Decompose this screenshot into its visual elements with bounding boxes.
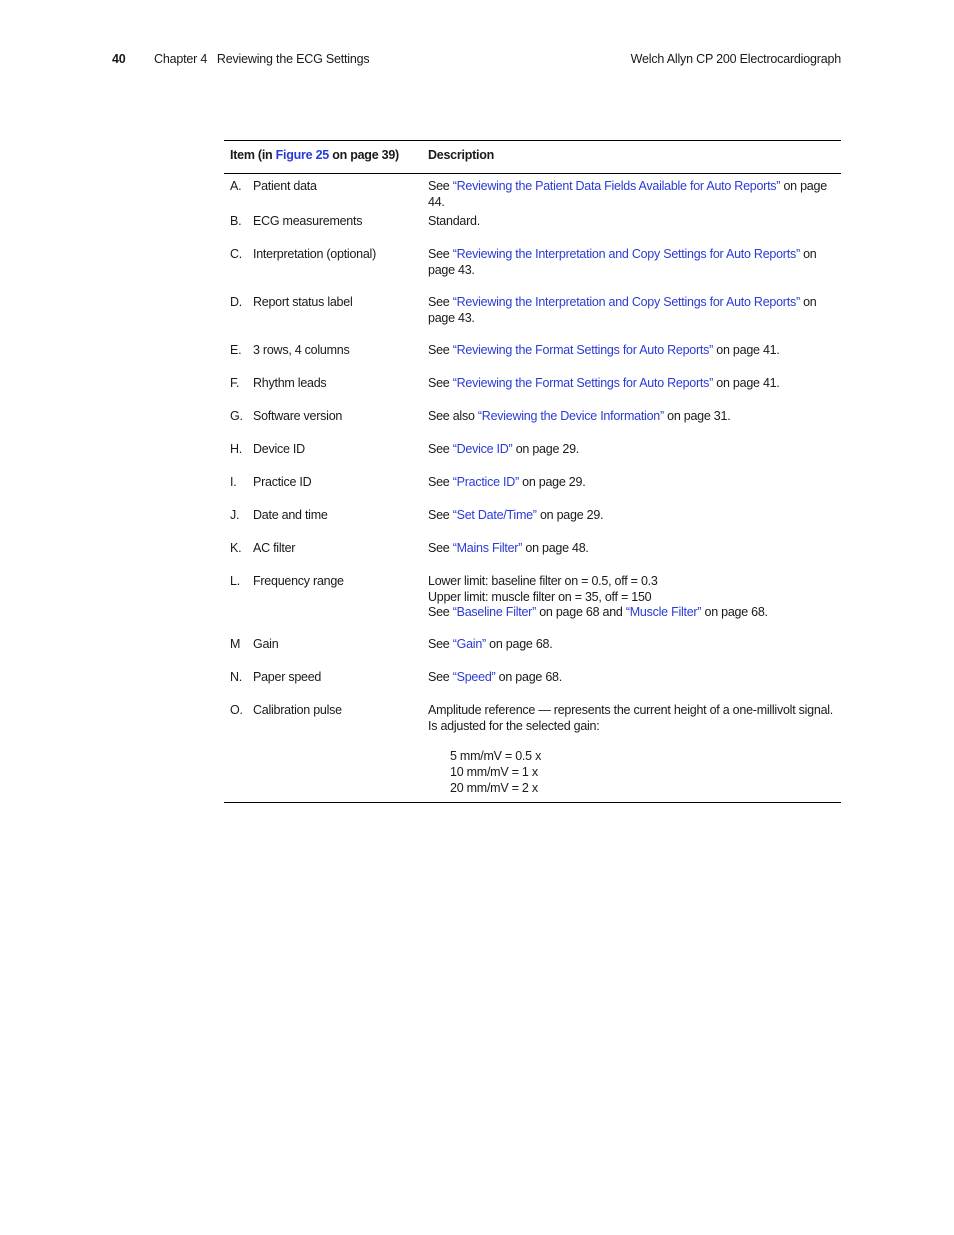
gain-value: 5 mm/mV = 0.5 x (450, 749, 542, 764)
row-description: Standard. (428, 214, 480, 229)
row-item: Software version (253, 409, 343, 424)
row-item: Frequency range (253, 574, 344, 589)
row-letter: O. (230, 703, 243, 718)
row-letter: J. (230, 508, 240, 523)
row-item: Interpretation (optional) (253, 247, 376, 262)
row-letter: N. (230, 670, 242, 685)
chapter-title: Chapter 4 Reviewing the ECG Settings (154, 52, 370, 66)
cross-ref-link[interactable]: “Reviewing the Interpretation and Copy Settings for Auto Reports” (452, 295, 800, 310)
table-row: J. Date and time See “Set Date/Time” on page 29. (230, 508, 604, 523)
table-row: H. Device ID See “Device ID” on page 29. (230, 442, 579, 457)
figure-link[interactable]: Figure 25 (275, 148, 329, 162)
row-letter: G. (230, 409, 243, 424)
row-letter: K. (230, 541, 242, 556)
row-description: Is adjusted for the selected gain: (428, 718, 600, 733)
row-letter: A. (230, 179, 242, 193)
row-item: Report status label (253, 295, 353, 310)
row-letter: E. (230, 343, 242, 358)
cross-ref-link[interactable]: “Reviewing the Patient Data Fields Available for Auto Reports” (452, 179, 781, 193)
gain-value: 10 mm/mV = 1 x (450, 764, 538, 779)
cross-ref-link[interactable]: “Baseline Filter” (452, 605, 536, 620)
row-item: Gain (253, 637, 279, 652)
row-letter: F. (230, 376, 240, 391)
document-title: Welch Allyn CP 200 Electrocardiograph (630, 52, 841, 66)
table-row: C. Interpretation (optional) See “Reviewing the Interpretation and Copy Settings for Auto Reports” on page 43. (230, 247, 817, 277)
row-letter: I. (230, 475, 237, 490)
row-item: Practice ID (253, 475, 312, 490)
row-item: Calibration pulse (253, 703, 342, 718)
cross-ref-link[interactable]: “Set Date/Time” (452, 508, 537, 523)
row-description: Upper limit: muscle filter on = 35, off = 150 (428, 589, 652, 604)
row-item: ECG measurements (253, 214, 363, 229)
row-item: Device ID (253, 442, 305, 457)
cross-ref-link[interactable]: “Practice ID” (452, 475, 519, 490)
row-item: 3 rows, 4 columns (253, 343, 350, 358)
settings-table (224, 140, 841, 803)
cross-ref-link[interactable]: “Reviewing the Format Settings for Auto Reports” (452, 376, 714, 391)
table-row: L. Frequency range Lower limit: baseline filter on = 0.5, off = 0.3 Upper limit: muscle filter on = 35, off = 150 See “Baseline Filter” on page 68 and “Muscle Filter” on page 68. (224, 570, 841, 633)
table-row (224, 699, 841, 802)
cross-ref-link[interactable]: “Mains Filter” (452, 541, 523, 556)
cross-ref-link[interactable]: “Muscle Filter” (625, 605, 702, 620)
page-number: 40 (112, 52, 126, 66)
row-letter: L. (230, 574, 240, 589)
table-row: M Gain See “Gain” on page 68. (230, 637, 553, 652)
cross-ref-link[interactable]: “Speed” (452, 670, 496, 685)
table-row: E. 3 rows, 4 columns See “Reviewing the Format Settings for Auto Reports” on page 41. (230, 343, 780, 358)
row-description: Lower limit: baseline filter on = 0.5, off = 0.3 (428, 574, 658, 589)
item-column-header: Item (in Figure 25 on page 39) (230, 148, 399, 162)
row-letter: M (230, 637, 241, 652)
table-row (224, 210, 841, 243)
table-header-row (224, 141, 841, 174)
table-row: A. Patient data See “Reviewing the Patient Data Fields Available for Auto Reports” on page 44. (230, 179, 827, 209)
description-column-header: Description (428, 148, 495, 162)
cross-ref-link[interactable]: “Reviewing the Interpretation and Copy Settings for Auto Reports” (452, 247, 800, 262)
table-row: G. Software version See also “Reviewing the Device Information” on page 31. (230, 409, 731, 424)
row-item: Patient data (253, 179, 317, 193)
table-row: D. Report status label See “Reviewing the Interpretation and Copy Settings for Auto Reports” on page 43. (230, 295, 817, 325)
row-letter: D. (230, 295, 242, 310)
row-letter: B. (230, 214, 242, 229)
row-description: Amplitude reference — represents the current height of a one-millivolt signal. (428, 703, 834, 718)
table-row: N. Paper speed See “Speed” on page 68. (230, 670, 562, 685)
cross-ref-link[interactable]: “Reviewing the Device Information” (477, 409, 664, 424)
cross-ref-link[interactable]: “Reviewing the Format Settings for Auto Reports” (452, 343, 714, 358)
table-row: K. AC filter See “Mains Filter” on page 48. (230, 541, 589, 556)
row-letter: H. (230, 442, 242, 457)
cross-ref-link[interactable]: “Device ID” (452, 442, 513, 457)
cross-ref-link[interactable]: “Gain” (452, 637, 486, 652)
row-item: AC filter (253, 541, 296, 556)
row-item: Rhythm leads (253, 376, 327, 391)
table-row: I. Practice ID See “Practice ID” on page 29. (230, 475, 586, 490)
row-item: Paper speed (253, 670, 322, 685)
table-row: F. Rhythm leads See “Reviewing the Format Settings for Auto Reports” on page 41. (230, 376, 780, 391)
row-item: Date and time (253, 508, 328, 523)
gain-value: 20 mm/mV = 2 x (450, 780, 538, 795)
row-letter: C. (230, 247, 242, 262)
